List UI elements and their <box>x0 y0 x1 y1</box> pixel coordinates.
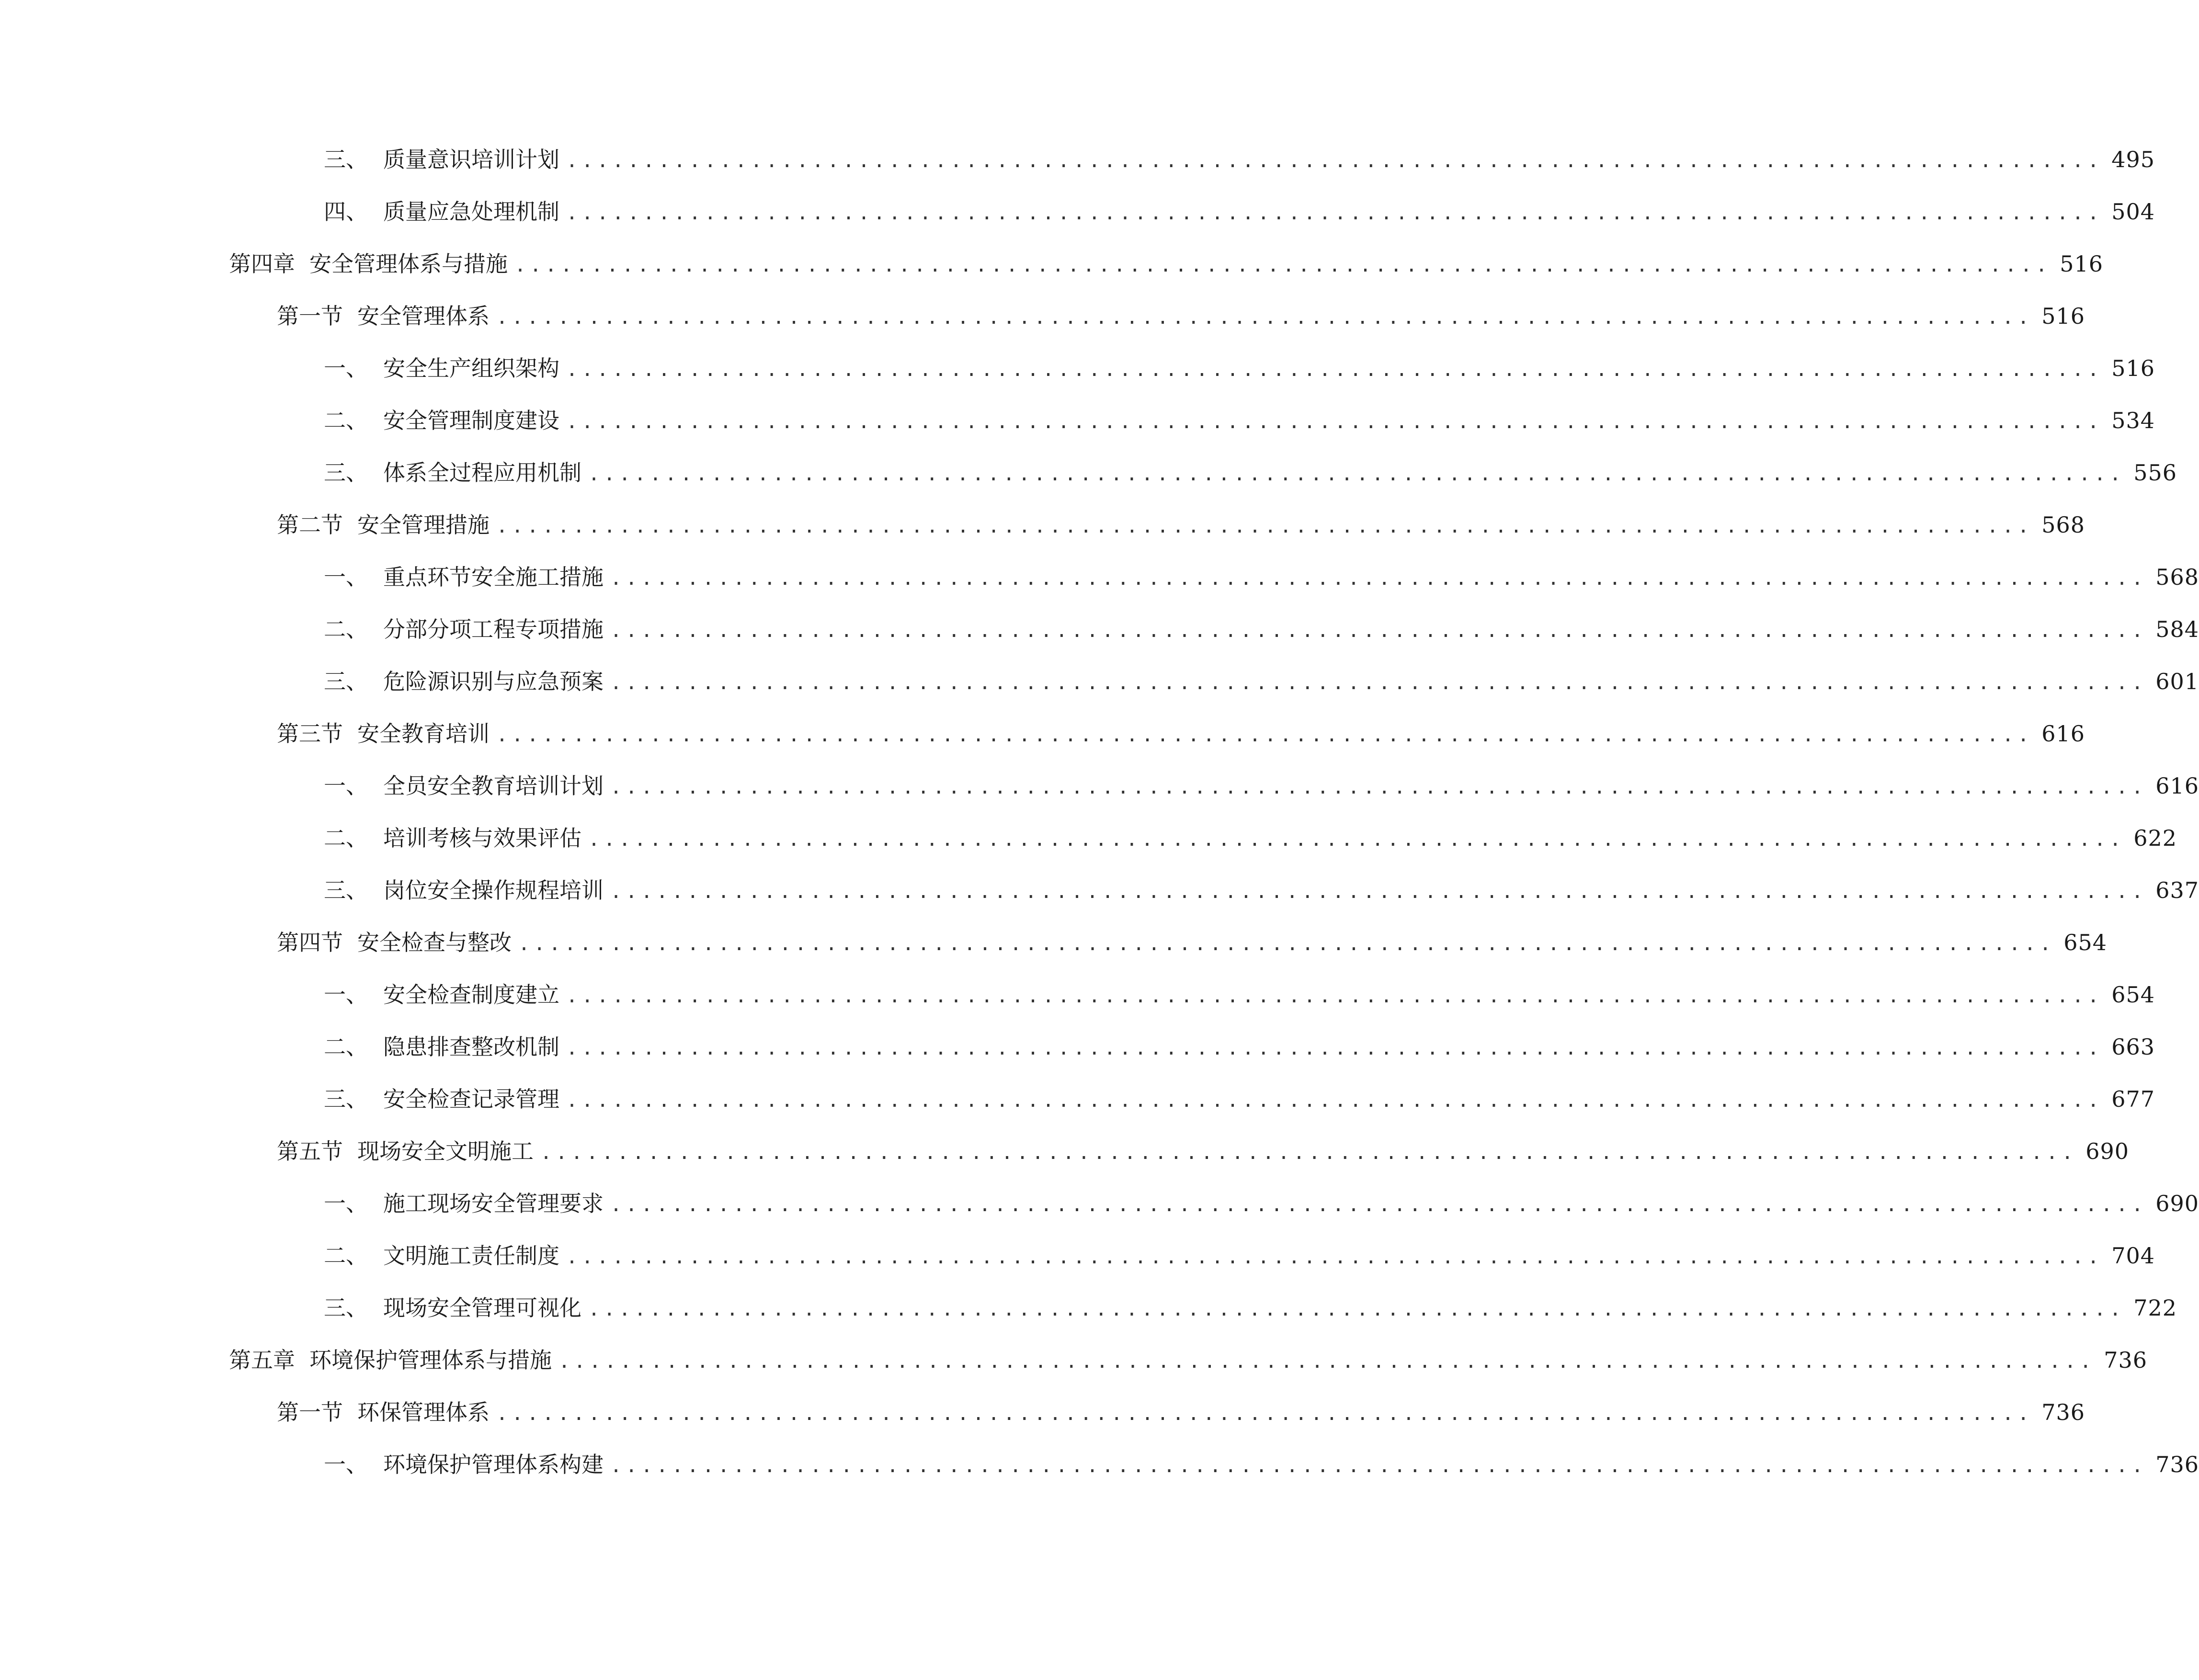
toc-dot-leader: .................................................................................................... <box>518 933 2055 955</box>
toc-entry-title: 危险源识别与应急预案 <box>383 669 604 694</box>
toc-dot-leader: .................................................................................................... <box>558 1351 2096 1373</box>
toc-entry-number: 三、 <box>324 147 368 172</box>
toc-entry-title: 体系全过程应用机制 <box>383 460 581 486</box>
toc-entry[interactable] <box>324 767 2199 805</box>
toc-entry-number: 第二节 <box>277 512 343 538</box>
toc-dot-leader: .................................................................................................... <box>610 672 2147 694</box>
toc-entry-number: 第一节 <box>277 303 343 329</box>
toc-dot-leader: .................................................................................................... <box>566 1246 2103 1268</box>
toc-entry-section[interactable] <box>277 923 2108 962</box>
toc-entry[interactable] <box>324 1237 2155 1275</box>
toc-entry-page: 616 <box>2155 773 2199 799</box>
toc-entry-chapter[interactable] <box>229 245 2104 283</box>
toc-entry-title: 安全生产组织架构 <box>383 355 559 381</box>
toc-dot-leader: .................................................................................................... <box>496 306 2033 329</box>
toc-entry-number: 二、 <box>324 825 368 851</box>
toc-entry-number: 三、 <box>324 877 368 903</box>
toc-entry-number: 第四节 <box>277 930 343 955</box>
toc-entry-number: 四、 <box>324 199 368 225</box>
toc-entry-page: 654 <box>2063 930 2108 955</box>
toc-entry-number: 第三节 <box>277 721 343 747</box>
toc-entry-page: 568 <box>2155 564 2199 590</box>
toc-entry-number: 三、 <box>324 669 368 694</box>
toc-entry-number: 第五节 <box>277 1138 343 1164</box>
toc-entry-page: 516 <box>2041 303 2085 329</box>
toc-entry[interactable] <box>324 349 2155 387</box>
toc-entry-title: 施工现场安全管理要求 <box>383 1191 604 1216</box>
toc-entry[interactable] <box>324 610 2199 648</box>
toc-entry-number: 二、 <box>324 1034 368 1060</box>
toc-entry[interactable] <box>324 1028 2155 1066</box>
toc-entry-title: 分部分项工程专项措施 <box>383 616 604 642</box>
toc-entry-number: 一、 <box>324 982 368 1008</box>
toc-entry-title: 培训考核与效果评估 <box>383 825 581 851</box>
toc-dot-leader: .................................................................................................... <box>566 359 2103 381</box>
toc-dot-leader: .................................................................................................... <box>496 515 2033 537</box>
toc-entry[interactable] <box>324 1289 2177 1327</box>
toc-entry-page: 690 <box>2085 1138 2130 1164</box>
toc-entry-number: 第五章 <box>229 1347 295 1373</box>
toc-entry-number: 一、 <box>324 1452 368 1477</box>
toc-dot-leader: .................................................................................................... <box>496 1403 2033 1425</box>
toc-entry-page: 663 <box>2111 1034 2155 1060</box>
toc-entry-number: 二、 <box>324 408 368 433</box>
toc-entry-section[interactable] <box>277 297 2085 335</box>
toc-entry-number: 二、 <box>324 1243 368 1269</box>
toc-dot-leader: .................................................................................................... <box>566 202 2103 224</box>
toc-entry-title: 环境保护管理体系构建 <box>383 1452 604 1477</box>
toc-entry[interactable] <box>324 454 2177 492</box>
toc-dot-leader: .................................................................................................... <box>610 1194 2147 1216</box>
toc-entry[interactable] <box>324 871 2199 909</box>
toc-dot-leader: .................................................................................................... <box>496 724 2033 746</box>
toc-entry-title: 全员安全教育培训计划 <box>383 773 604 799</box>
toc-dot-leader: .................................................................................................... <box>610 1455 2147 1477</box>
toc-entry-page: 637 <box>2155 877 2199 903</box>
toc-entry-page: 516 <box>2060 251 2104 277</box>
toc-dot-leader: .................................................................................................... <box>566 1037 2103 1059</box>
toc-dot-leader: .................................................................................................... <box>566 1090 2103 1112</box>
toc-entry[interactable] <box>324 1184 2199 1223</box>
toc-entry-page: 601 <box>2155 669 2199 694</box>
toc-entry-title: 安全管理体系与措施 <box>309 251 508 277</box>
toc-entry-title: 安全检查记录管理 <box>383 1086 559 1112</box>
toc-entry-page: 690 <box>2155 1191 2199 1216</box>
toc-entry-title: 安全管理体系 <box>357 303 490 329</box>
toc-dot-leader: .................................................................................................... <box>588 1298 2125 1320</box>
toc-dot-leader: .................................................................................................... <box>610 881 2147 903</box>
toc-entry-page: 534 <box>2111 408 2155 433</box>
toc-entry[interactable] <box>324 1445 2199 1484</box>
toc-entry-number: 三、 <box>324 1295 368 1321</box>
toc-entry-page: 495 <box>2111 147 2155 172</box>
toc-entry-number: 二、 <box>324 616 368 642</box>
toc-entry[interactable] <box>324 193 2155 231</box>
toc-entry[interactable] <box>324 976 2155 1014</box>
toc-entry-page: 736 <box>2104 1347 2148 1373</box>
toc-dot-leader: .................................................................................................... <box>540 1142 2077 1164</box>
toc-dot-leader: .................................................................................................... <box>566 985 2103 1007</box>
toc-entry-page: 516 <box>2111 355 2155 381</box>
toc-entry-title: 环境保护管理体系与措施 <box>309 1347 552 1373</box>
toc-dot-leader: .................................................................................................... <box>588 463 2125 485</box>
toc-entry-number: 第四章 <box>229 251 295 277</box>
toc-entry-page: 556 <box>2133 460 2177 486</box>
toc-entry[interactable] <box>324 140 2155 179</box>
toc-entry-title: 质量应急处理机制 <box>383 199 559 225</box>
toc-entry-title: 文明施工责任制度 <box>383 1243 559 1269</box>
toc-entry-title: 岗位安全操作规程培训 <box>383 877 604 903</box>
toc-entry-page: 704 <box>2111 1243 2155 1269</box>
toc-dot-leader: .................................................................................................... <box>610 568 2147 590</box>
toc-entry-title: 环保管理体系 <box>357 1399 490 1425</box>
toc-entry-title: 质量意识培训计划 <box>383 147 559 172</box>
toc-entry[interactable] <box>324 819 2177 857</box>
toc-dot-leader: .................................................................................................... <box>514 254 2051 276</box>
toc-entry-title: 安全管理制度建设 <box>383 408 559 433</box>
toc-entry-page: 722 <box>2133 1295 2177 1321</box>
toc-entry[interactable] <box>324 401 2155 440</box>
toc-entry-title: 重点环节安全施工措施 <box>383 564 604 590</box>
toc-entry-title: 现场安全管理可视化 <box>383 1295 581 1321</box>
toc-entry-page: 616 <box>2041 721 2085 747</box>
toc-entry[interactable] <box>324 558 2199 596</box>
toc-entry-page: 568 <box>2041 512 2085 538</box>
toc-entry-section[interactable] <box>277 1132 2130 1170</box>
toc-dot-leader: .................................................................................................... <box>566 411 2103 433</box>
toc-entry-section[interactable] <box>277 1393 2085 1431</box>
toc-dot-leader: .................................................................................................... <box>566 150 2103 172</box>
toc-entry-page: 736 <box>2041 1399 2085 1425</box>
toc-entry-number: 一、 <box>324 564 368 590</box>
toc-entry-title: 隐患排查整改机制 <box>383 1034 559 1060</box>
toc-dot-leader: .................................................................................................... <box>588 829 2125 851</box>
toc-entry-number: 第一节 <box>277 1399 343 1425</box>
toc-entry-title: 安全教育培训 <box>357 721 490 747</box>
toc-entry-title: 现场安全文明施工 <box>357 1138 534 1164</box>
toc-entry-page: 622 <box>2133 825 2177 851</box>
toc-entry-page: 584 <box>2155 616 2199 642</box>
toc-dot-leader: .................................................................................................... <box>610 776 2147 798</box>
toc-entry-page: 677 <box>2111 1086 2155 1112</box>
toc-entry-number: 一、 <box>324 1191 368 1216</box>
toc-entry-chapter[interactable] <box>229 1341 2148 1379</box>
toc-entry-number: 一、 <box>324 773 368 799</box>
toc-entry[interactable] <box>324 662 2199 701</box>
toc-dot-leader: .................................................................................................... <box>610 620 2147 642</box>
toc-entry-page: 736 <box>2155 1452 2199 1477</box>
toc-entry-page: 504 <box>2111 199 2155 225</box>
toc-entry-title: 安全检查与整改 <box>357 930 512 955</box>
toc-entry-number: 一、 <box>324 355 368 381</box>
toc-entry-number: 三、 <box>324 460 368 486</box>
toc-entry[interactable] <box>324 1080 2155 1118</box>
toc-entry-title: 安全管理措施 <box>357 512 490 538</box>
toc-entry-number: 三、 <box>324 1086 368 1112</box>
toc-entry-page: 654 <box>2111 982 2155 1008</box>
toc-entry-title: 安全检查制度建立 <box>383 982 559 1008</box>
toc-entry-section[interactable] <box>277 715 2085 753</box>
toc-entry-section[interactable] <box>277 506 2085 544</box>
